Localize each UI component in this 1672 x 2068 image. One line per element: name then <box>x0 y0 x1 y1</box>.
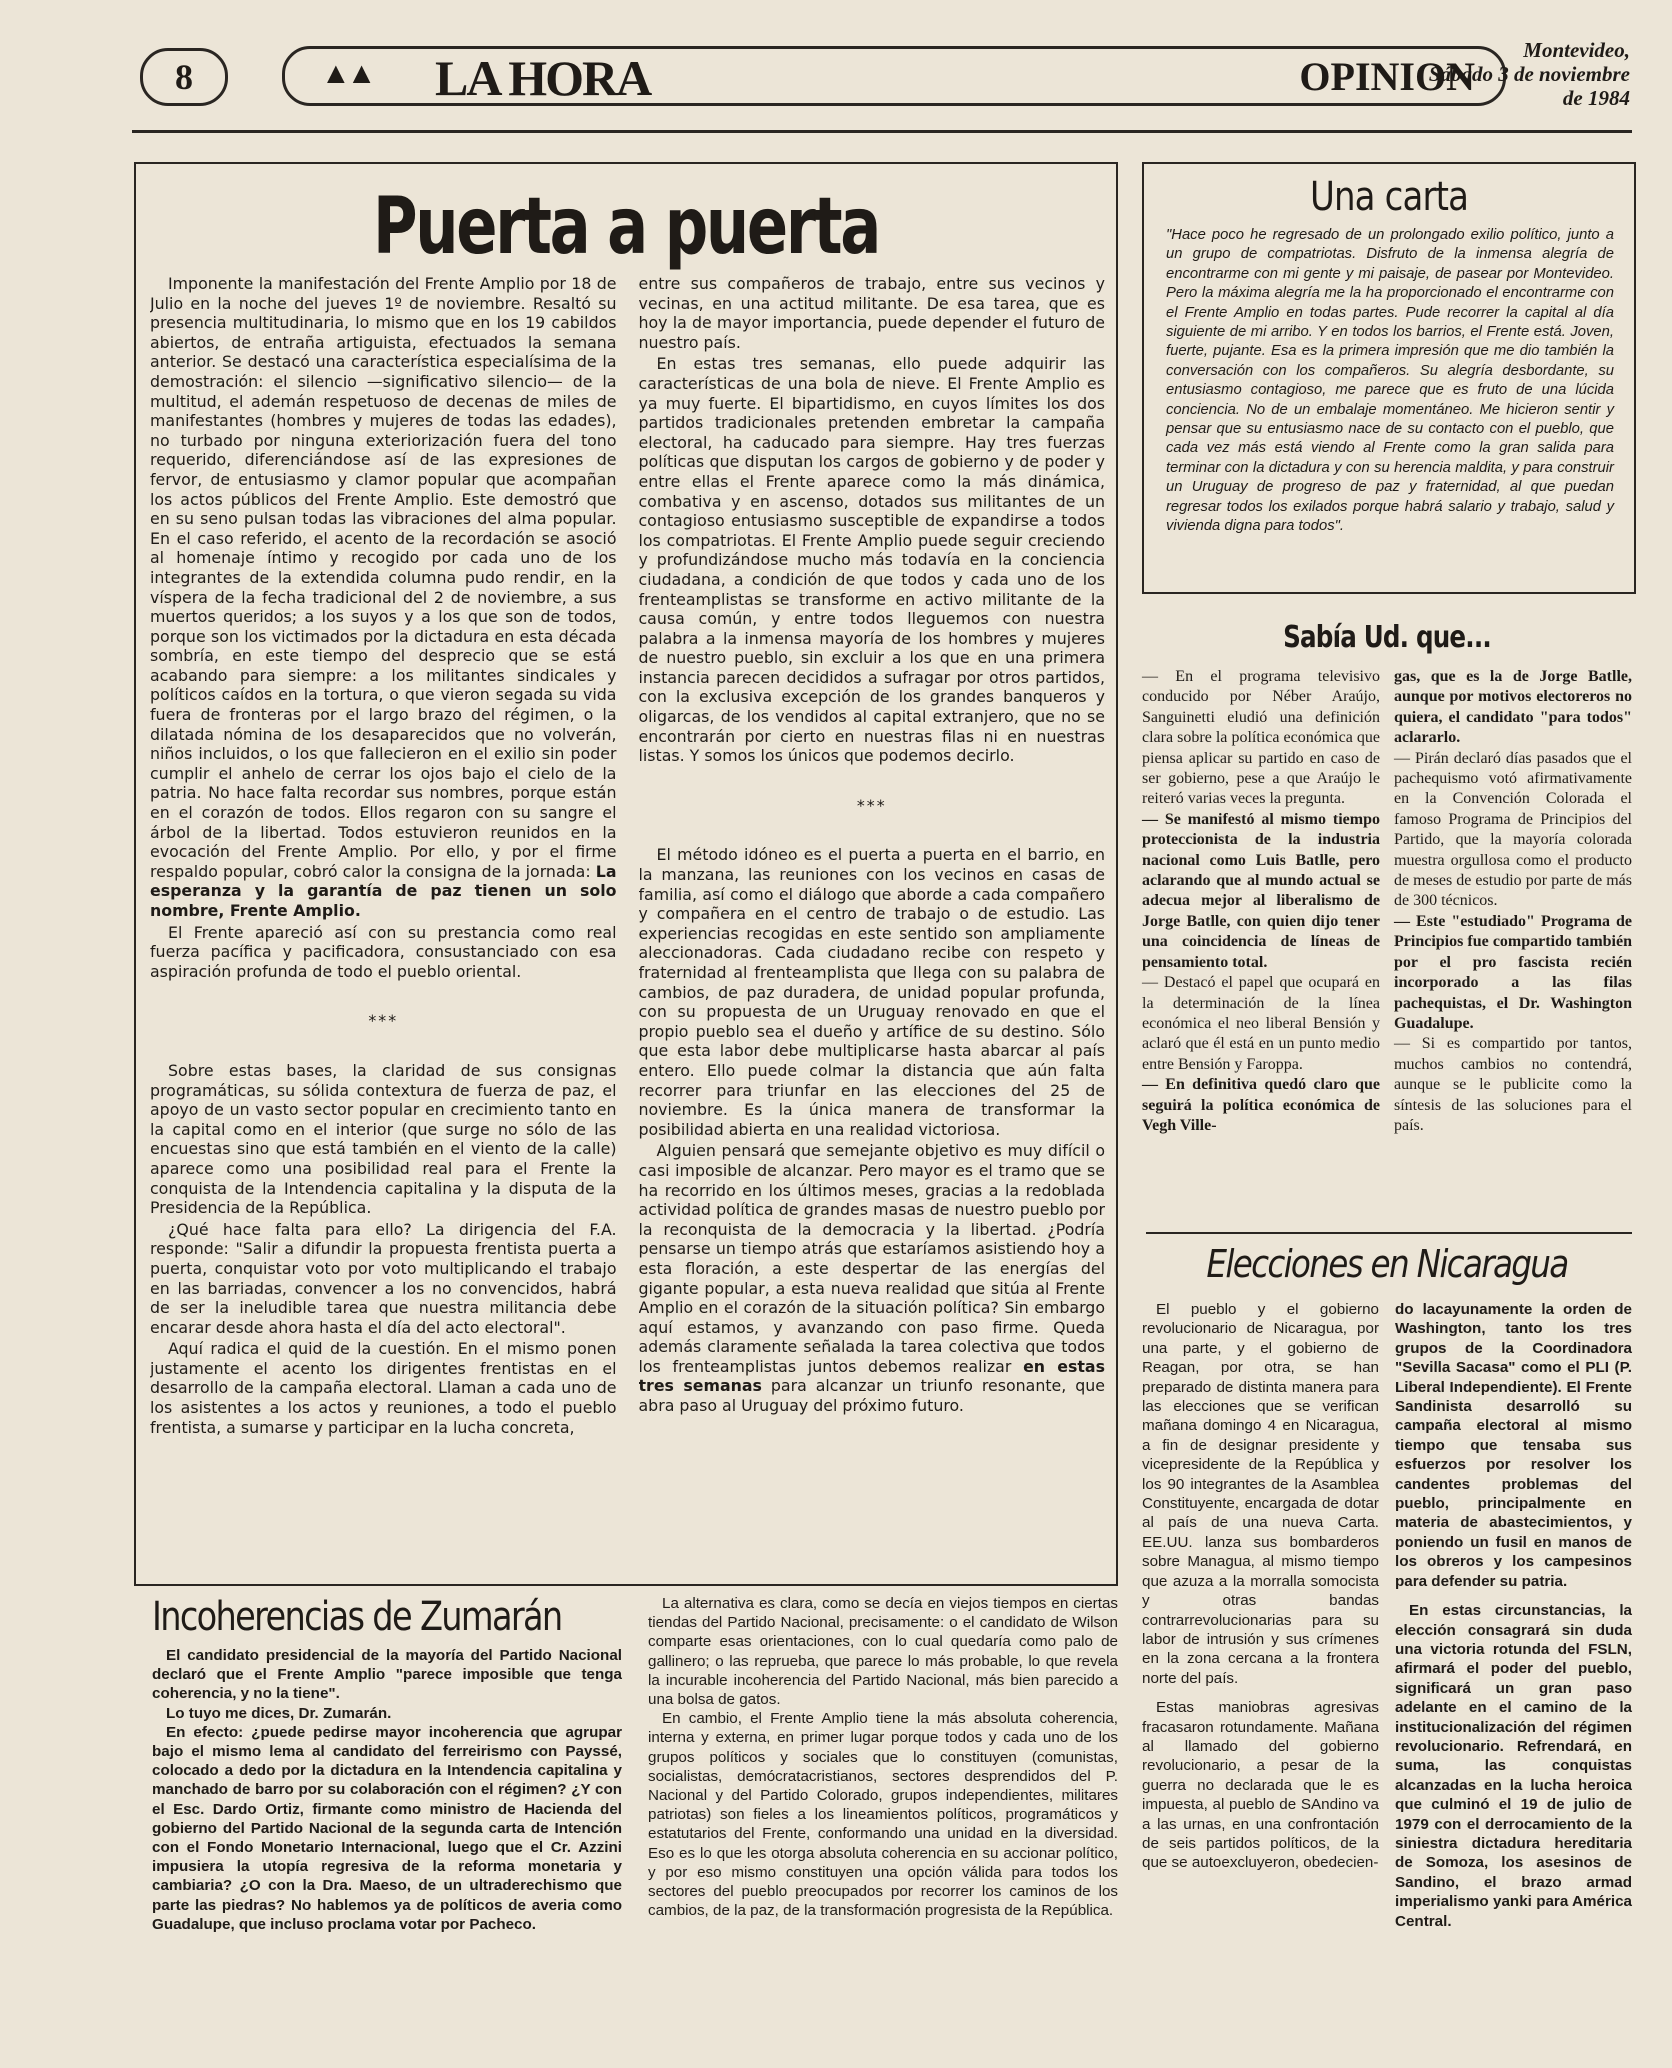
paragraph: ¿Qué hace falta para ello? La dirigencia del F.A. responde: "Salir a difundir la propuesta frentista puerta a puerta, conquistar voto por voto multiplicando el trabajo en las barriadas, convencer a los no convencidos, habrá de ser la ineludible tarea que nuestra militancia debe encarar desde ahora hasta el día del acto electoral". <box>150 1219 617 1337</box>
paragraph: En cambio, el Frente Amplio tiene la más absoluta coherencia, interna y externa, en primer lugar porque todos y cada uno de los grupos políticos y sociales que lo constituyen (comunistas, socialistas, demócratacristianos, sectores desprendidos del P. Nacional y del Partido Colorado, grupos independientes, militares patriotas) son fieles a los lineamientos políticos, programáticos y estatutarios del Frente, conformando una unidad en la diversidad. Eso es lo que les otorga absoluta coherencia en su accionar político, y por eso mismo constituyen una opción válida para todos los sectores del pueblo preocupados por recorrer los caminos de los cambios, de la paz, de la transformación progresista de la República. <box>648 1710 1118 1920</box>
carta-text: "Hace poco he regresado de un prolongado exilio político, junto a un grupo de compatriotas. Disfruto de la inmensa alegría de encontrarme con mi gente y mi paisaje, de pasear por Montevideo. Pero la máxima alegría me la ha proporcionado el encontrarme con el Frente Amplio en todas partes. Pude recorrer la capital al día siguiente de mi arribo. Y en todos los barrios, el Frente está. Joven, fuerte, pujante. Esa es la primera impresión que me dio también la conversación con los compañeros. Su alegría desbordante, su entusiasmo contagioso, me parece que es fruto de una lúcida conciencia. No de un embalaje momentáneo. Me hicieron sentir y pensar que su entusiasmo nace de su contacto con el pueblo, que cada vez más está viendo al Frente como la gran salida para terminar con la dictadura y con su herencia maldita, y para construir un Uruguay de progreso de paz y fraternidad, al que puedan regresar todos los exilados porque habrá salario y trabajo, salud y vivienda digna para todos". <box>1166 227 1614 535</box>
date-line-1: Montevideo, <box>1523 38 1630 62</box>
paragraph: El candidato presidencial de la mayoría del Partido Nacional declaró que el Frente Amplio "parece imposible que tenga coherencia, y no la tiene". <box>152 1647 622 1703</box>
masthead <box>282 46 1506 106</box>
nicaragua-columns <box>1142 1300 1632 1941</box>
nicaragua-title: Elecciones en Nicaragua <box>1206 1242 1568 1286</box>
item: — En el programa televisivo conducido por Néber Araújo, Sanguinetti eludió una definición clara sobre la política económica que piensa aplicar su partido en caso de ser gobierno, pese a que Araújo le reiteró varias veces la pregunta. <box>1142 668 1380 808</box>
paragraph: Lo tuyo me dices, Dr. Zumarán. <box>166 1704 392 1722</box>
item: — Si es compartido por tantos, muchos cambios no contendrá, aunque se le publicite como la síntesis de las soluciones para el país. <box>1394 1035 1632 1134</box>
nicaragua-column-1 <box>1142 1300 1379 1941</box>
zumaran-title: Incoherencias de Zumarán <box>152 1594 562 1640</box>
sabia-ud-que-section <box>1142 620 1632 1220</box>
paragraph: Imponente la manifestación del Frente Amplio por 18 de Julio en la noche del jueves 1º de noviembre. Resaltó su presencia multitudinaria, lo mismo que en los 19 cabildos abiertos, de entraña artiguista, efectuados la semana anterior. Se destacó una característica especialísima de la demostración: el silencio —significativo silencio— de la multitud, el ademán respetuoso de decenas de miles de manifestantes (hombres y mujeres de todas las edades), no turbado por ninguna exteriorización fuera del tono requerido, diferenciándose así de las expresiones de fervor, de entusiasmo y clamor popular que acompañan los actos públicos del Frente Amplio. Este demostró que en su seno pulsan todas las vibraciones del alma popular. En el caso referido, el acento de la recordación se asoció al homenaje íntimo y recogido por cada uno de los integrantes de la extendida columna pudo rendir, en la víspera de la fecha tradicional del 2 de noviembre, a sus muertos queridos; a los suyos y a los que son de todos, porque son los victimados por la dictadura en esta década sombría, en este tiempo del desprecio que se está acabando para siempre: a los militantes sindicales y políticos caídos en la tortura, o que vieron segada su vida fuera de fronteras por el largo brazo del régimen, o la dilatada nómina de los desaparecidos que no volverán, niños incluidos, o los que fallecieron en el exilio sin poder cumplir el anhelo de cerrar los ojos bajo el cielo de la patria. No hace falta recordar sus nombres, porque están en el corazón de todos. Ellos regaron con su sangre el árbol de la libertad. Todos estuvieron reunidos en la evocación del Frente Amplio. Por ello, y por el firme respaldo popular, cobró calor la consigna de la jornada: La esperanza y la garantía de paz tienen un solo nombre, Frente Amplio. <box>150 274 617 920</box>
sabia-columns <box>1142 667 1632 1136</box>
main-article <box>134 162 1118 1586</box>
paragraph: En estas circunstancias, la elección consagrará sin duda una victoria rotunda del FSLN, afirmará el poder del pueblo, significará un gran paso adelante en el camino de la institucionalización del régimen revolucionario. Refrendará, en suma, las conquistas alcanzadas en la lucha heroica que culminó el 19 de julio de 1979 con el derrocamiento de la siniestra dictadura hereditaria de Somoza, los asesinos de Sandino, el brazo armad imperialismo yanki para América Central. <box>1395 1602 1632 1930</box>
item: gas, que es la de Jorge Batlle, aunque por motivos electoreros no quiera, el candidato "para todos" aclararlo. <box>1394 668 1632 747</box>
sabia-title: Sabía Ud. que... <box>1283 620 1491 655</box>
sabia-column-1 <box>1142 667 1380 1136</box>
zumaran-article <box>140 1594 1130 2034</box>
paragraph: El método idóneo es el puerta a puerta en el barrio, en la manzana, las reuniones con los vecinos en casas de familia, así como el diálogo que aborde a cada compañero y compañera en el centro de trabajo o de estudio. Las experiencias recogidas en este sentido son ampliamente aleccionadoras. Cada ciudadano recibe con respeto y fraternidad al frenteamplista que llega con su palabra de cambios, de paz duradera, de unidad popular profunda, con su propuesta de un Uruguay renovado en que el propio pueblo sea el dueño y artífice de su destino. Sólo que esta labor debe multiplicarse hasta abarcar al país entero. Ello puede colmar la distancia que aún falta recorrer para triunfar en las elecciones del 25 de noviembre. Es la única manera de transformar la posibilidad abierta en una realidad victoriosa. <box>638 845 1105 1139</box>
paragraph: Estas maniobras agresivas fracasaron rotundamente. Mañana al llamado del gobierno revolucionario, a pesar de la guerra no declarada que le es impuesta, al pueblo de SAndino va a las urnas, en una confrontación de seis partidos políticos, de la que se autoexcluyeron, obedecien- <box>1142 1699 1379 1872</box>
zumaran-column-2 <box>648 1594 1118 1920</box>
paragraph: do lacayunamente la orden de Washington, tanto los tres grupos de la Coordinadora "Sevilla Sacasa" como el PLI (P. Liberal Independiente). El Frente Sandinista desarrolló su campaña electoral al mismo tiempo que tensaba sus esfuerzos por resolver los candentes problemas del pueblo, principalmente en materia de abastecimientos, y poniendo un fusil en manos de los obreros y los campesinos para defender su patria. <box>1395 1301 1632 1590</box>
paragraph: Aquí radica el quid de la cuestión. En el mismo ponen justamente el acento los dirigentes frentistas en el desarrollo de la campaña electoral. Llaman a cada uno de los asistentes a los actos y reuniones, a todo el pueblo frentista, a sumarse y participar en la lucha concreta, <box>150 1339 617 1437</box>
header-rule <box>132 130 1632 133</box>
main-article-body <box>150 274 1105 1574</box>
carta-title: Una carta <box>1309 174 1469 220</box>
nicaragua-column-2 <box>1395 1300 1632 1941</box>
paragraph: En efecto: ¿puede pedirse mayor incoherencia que agrupar bajo el mismo lema al candidato del ferreirismo con Payssé, colocado a dedo por la dictadura en la Intendencia capitalina y manchado de barro por su colaboración con el régimen? ¿Y con el Esc. Dardo Ortiz, firmante como ministro de Hacienda del gobierno del Partido Nacional de la segunda carta de Intención con el Fondo Monetario Internacional, luego que el Cr. Azzini impusiera la utopía regresiva de la reforma monetaria y cambiaria? ¿O con la Dra. Maeso, de un ultraderechismo que parte las piedras? No hablemos ya de políticos de averia como Guadalupe, que incluso proclama votar por Pacheco. <box>152 1723 622 1933</box>
separator-stars: *** <box>856 795 887 815</box>
paragraph: En estas tres semanas, ello puede adquirir las características de una bola de nieve. El Frente Amplio es ya muy fuerte. El bipartidismo, en cuyos límites los dos partidos tradicionales pretenden embretar la campaña electoral, ha caducado para siempre. Hay tres fuerzas políticas que disputan los cargos de gobierno y de poder y entre ellas el Frente aparece como la más dinámica, combativa y en ascenso, dotados sus militantes de un contagioso entusiasmo susceptible de expandirse a todos los compatriotas. El Frente Amplio puede seguir creciendo y profundizándose mucho más todavía en la conciencia ciudadana, a condición de que todos y cada uno de los frenteamplistas se transforme en activo militante de la causa común, y entre todos lleguemos con nuestra palabra a la inmensa mayoría de los hombres y mujeres de nuestro pueblo, sin excluir a los que en una primera instancia parecen decididos a sufragar por otros partidos, con la exclusiva excepción de los grandes banqueros y oligarcas, de los vendidos al capital extranjero, que no se encontrarán por cierto en nuestras filas ni en nuestras listas. Y somos los únicos que podemos decirlo. <box>638 354 1105 766</box>
paragraph: El Frente apareció así con su prestancia como real fuerza pacífica y pacificadora, consustanciado con esa aspiración profunda de todo el pueblo oriental. <box>150 922 617 981</box>
zumaran-column-1 <box>152 1646 622 1934</box>
page-number: 8 <box>140 48 228 106</box>
separator-stars: *** <box>368 1011 399 1031</box>
section-name: OPINION <box>1299 54 1475 99</box>
una-carta-box <box>1142 162 1636 594</box>
paragraph: Alguien pensará que semejante objetivo es muy difícil o casi imposible de alcanzar. Pero mayor es el tramo que se ha recorrido en los últimos meses, gracias a la redoblada actividad política de grandes masas de nuestro pueblo por la reconquista de la democracia y la libertad. ¿Podría pensarse un tiempo atrás que estaríamos asistiendo hoy a esta floración, a este despertar de las energías del gigante popular, a esta nueva realidad que sitúa al Frente Amplio en el corazón de la situación política? Sin embargo aquí estamos, y avanzando con paso firme. Queda además claramente señalada la tarea colectiva que todos los frenteamplistas juntos debemos realizar en estas tres semanas para alcanzar un triunfo resonante, que abra paso al Uruguay del próximo futuro. <box>638 1141 1105 1416</box>
main-headline: Puerta a puerta <box>373 182 879 272</box>
section-rule <box>1146 1232 1632 1234</box>
item: — Se manifestó al mismo tiempo proteccionista de la industria nacional como Luis Batlle, pero aclarando que al mundo actual se adecua mejor al liberalismo de Jorge Batlle, con quien dijo tener una coincidencia de líneas de pensamiento total. <box>1142 810 1380 971</box>
date-line-3: de 1984 <box>1562 86 1630 110</box>
newspaper-logo: LA HORA <box>435 50 651 106</box>
sabia-column-2 <box>1394 667 1632 1136</box>
main-column-2 <box>639 274 1106 1574</box>
paragraph: Sobre estas bases, la claridad de sus consignas programáticas, su sólida contextura de fuerza de paz, el apoyo de un vasto sector popular en crecimiento tanto en la capital como en el interior (que surge no sólo de las encuestas sino que está también en el viento de la calle) aparece como una posibilidad real para el Frente la conquista de la Intendencia capitalina y la disputa de la Presidencia de la República. <box>150 1060 617 1218</box>
item: — Pirán declaró días pasados que el pachequismo votó afirmativamente en la Convención Colorada el famoso Programa de Principios del Partido, que la mayoría colorada muestra orgullosa como el producto de meses de estudio por parte de más de 300 técnicos. <box>1394 749 1632 910</box>
nicaragua-article <box>1142 1242 1632 2042</box>
paragraph: La alternativa es clara, como se decía en viejos tiempos en ciertas tiendas del Partido Nacional, precisamente: o el candidato de Wilson comparte esas orientaciones, con lo cual quedaría como palo de gallinero; o las repruebа, que parece lo más probable, lo que revela la incurable incoherencia del Partido Nacional, más bien parecido a una bolsa de gatos. <box>648 1595 1118 1709</box>
item: — En definitiva quedó claro que seguirá la política económica de Vegh Ville- <box>1142 1076 1380 1134</box>
item: — Destacó el papel que ocupará en la determinación de la línea económica el neo liberal Bensión y aclaró que él está en un punto medio entre Bensión y Faroppa. <box>1142 974 1380 1073</box>
paragraph: El pueblo y el gobierno revolucionario de Nicaragua, por una parte, y el gobierno de Reagan, por otra, se han preparado de distinta manera para las elecciones que se verifican mañana domingo 4 en Nicaragua, a fin de designar presidente y vicepresidente de la República y los 90 integrantes de la Asamblea Constituyente, encargada de dotar al país de una nueva Carta. EE.UU. lanza sus bombarderos sobre Managua, al mismo tiempo que azuza a la morralla somocista y otras bandas contrarrevolucionarias para su labor de intrusión y sus crímenes en la zona cercana a la frontera norte del país. <box>1142 1301 1379 1687</box>
paragraph: entre sus compañeros de trabajo, entre sus vecinos y vecinas, en una actitud militante. De esa tarea, que es hoy la de mayor importancia, puede depender el futuro de nuestro país. <box>638 274 1105 352</box>
logo-arrows-icon: ▲▲ <box>321 57 373 90</box>
dateline <box>1429 38 1630 110</box>
item: — Este "estudiado" Programa de Principios fue compartido también por el pro fascista recién incorporado a las filas pachequistas, el Dr. Washington Guadalupe. <box>1394 912 1632 1032</box>
main-column-1 <box>150 274 617 1574</box>
date-line-2: Sábado 3 de noviembre <box>1428 62 1630 86</box>
